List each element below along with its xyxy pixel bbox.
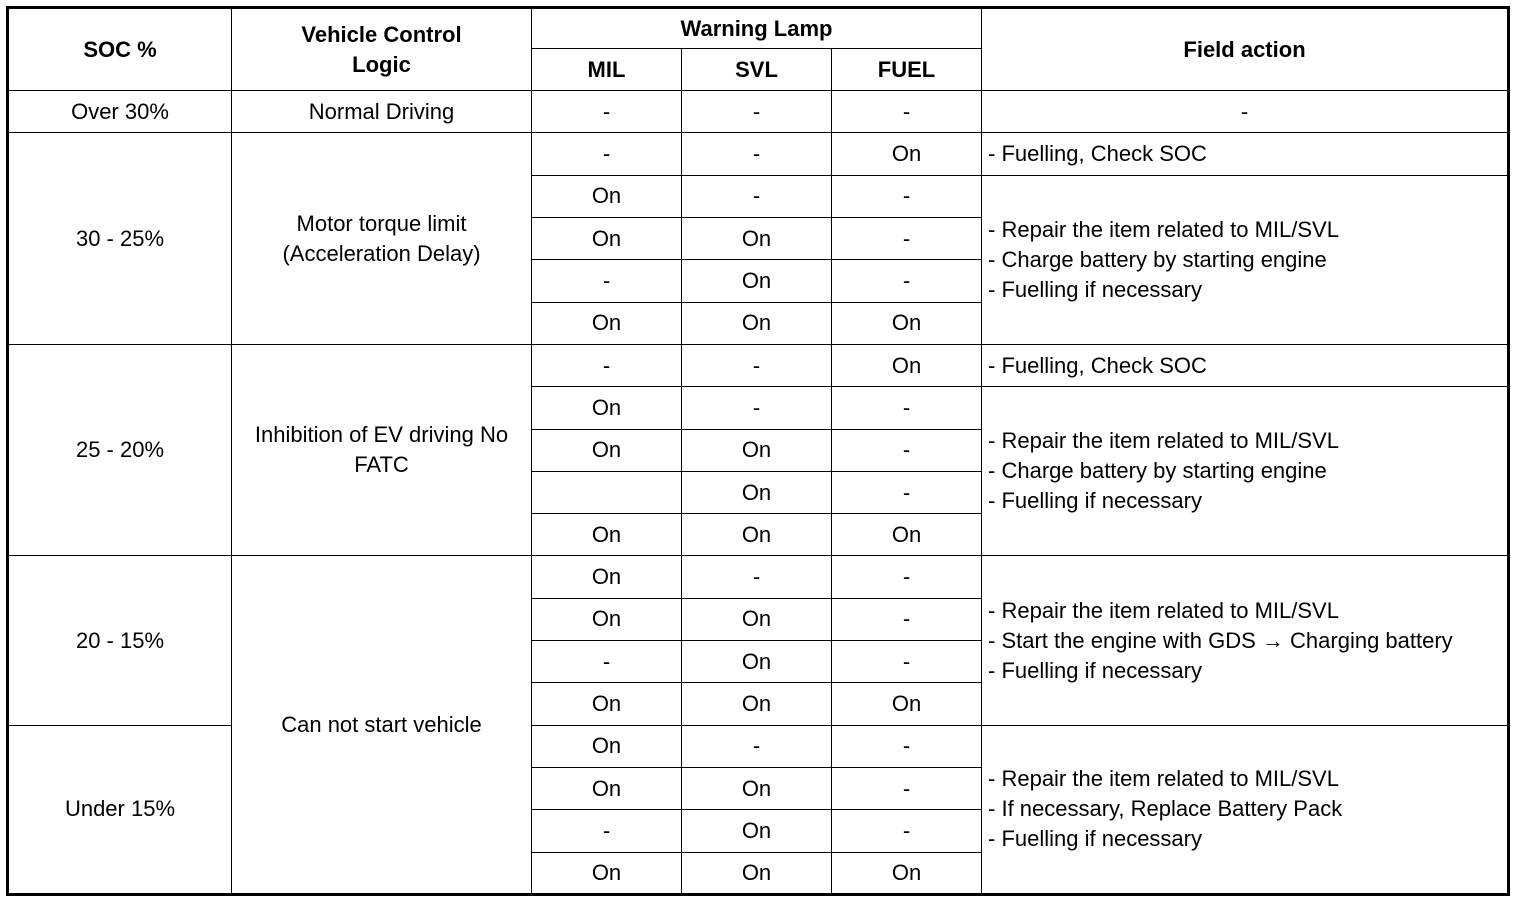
fuel-cell: - xyxy=(832,598,982,640)
svl-cell: On xyxy=(682,302,832,344)
action-cell: - Fuelling, Check SOC xyxy=(982,344,1509,386)
soc-cell: 20 - 15% xyxy=(8,556,232,725)
svl-cell: - xyxy=(682,556,832,598)
mil-cell: - xyxy=(532,344,682,386)
mil-cell: - xyxy=(532,91,682,133)
svl-cell: On xyxy=(682,514,832,556)
svl-cell: - xyxy=(682,91,832,133)
action-line: - If necessary, Replace Battery Pack xyxy=(988,796,1343,822)
action-line: - Start the engine with GDS → Charging battery xyxy=(988,627,1453,653)
table-row xyxy=(8,556,1509,598)
fuel-cell: On xyxy=(832,302,982,344)
mil-cell: On xyxy=(532,725,682,767)
action-cell xyxy=(982,556,1509,725)
svl-cell: On xyxy=(682,598,832,640)
svl-cell: - xyxy=(682,725,832,767)
fuel-cell: - xyxy=(832,810,982,852)
mil-cell: On xyxy=(532,429,682,471)
svl-cell: On xyxy=(682,810,832,852)
header-warning-lamp: Warning Lamp xyxy=(532,8,982,49)
action-line: - Fuelling if necessary xyxy=(988,826,1202,852)
mil-cell: - xyxy=(532,260,682,302)
mil-cell: - xyxy=(532,641,682,683)
mil-cell: On xyxy=(532,387,682,429)
header-vehicle-control-logic: Vehicle Control Logic xyxy=(232,8,532,91)
action-line: - Fuelling if necessary xyxy=(988,657,1202,683)
soc-cell: 30 - 25% xyxy=(8,133,232,345)
header-fuel: FUEL xyxy=(832,49,982,91)
mil-cell: On xyxy=(532,852,682,894)
svl-cell: On xyxy=(682,768,832,810)
mil-cell: On xyxy=(532,556,682,598)
mil-cell: On xyxy=(532,302,682,344)
fuel-cell: - xyxy=(832,471,982,513)
soc-cell: Under 15% xyxy=(8,725,232,894)
fuel-cell: - xyxy=(832,387,982,429)
fuel-cell: On xyxy=(832,344,982,386)
action-line: - Repair the item related to MIL/SVL xyxy=(988,597,1339,623)
fuel-cell: - xyxy=(832,91,982,133)
action-line: - Fuelling if necessary xyxy=(988,276,1202,302)
fuel-cell: - xyxy=(832,641,982,683)
fuel-cell: - xyxy=(832,429,982,471)
svl-cell: On xyxy=(682,217,832,259)
mil-cell: On xyxy=(532,683,682,725)
action-line: - Repair the item related to MIL/SVL xyxy=(988,216,1339,242)
logic-cell: Normal Driving xyxy=(232,91,532,133)
action-cell xyxy=(982,387,1509,556)
svl-cell: - xyxy=(682,133,832,175)
svl-cell: On xyxy=(682,641,832,683)
fuel-cell: - xyxy=(832,556,982,598)
mil-cell: On xyxy=(532,514,682,556)
mil-cell: On xyxy=(532,768,682,810)
action-line: - Fuelling if necessary xyxy=(988,488,1202,514)
svl-cell: On xyxy=(682,260,832,302)
action-line: - Charge battery by starting engine xyxy=(988,246,1327,272)
action-line: - Charge battery by starting engine xyxy=(988,458,1327,484)
svl-cell: - xyxy=(682,387,832,429)
svl-cell: On xyxy=(682,683,832,725)
action-line: - Repair the item related to MIL/SVL xyxy=(988,428,1339,454)
fuel-cell: - xyxy=(832,768,982,810)
action-cell: - Fuelling, Check SOC xyxy=(982,133,1509,175)
mil-cell xyxy=(532,471,682,513)
logic-cell: Motor torque limit (Acceleration Delay) xyxy=(232,133,532,345)
mil-cell: On xyxy=(532,598,682,640)
svl-cell: On xyxy=(682,471,832,513)
logic-cell: Inhibition of EV driving No FATC xyxy=(232,344,532,556)
fuel-cell: On xyxy=(832,514,982,556)
fuel-cell: On xyxy=(832,852,982,894)
fuel-cell: - xyxy=(832,725,982,767)
table-row xyxy=(8,133,1509,175)
header-svl: SVL xyxy=(682,49,832,91)
action-cell xyxy=(982,175,1509,344)
soc-cell: Over 30% xyxy=(8,91,232,133)
table-row xyxy=(8,91,1509,133)
header-field-action: Field action xyxy=(982,8,1509,91)
action-cell: - xyxy=(982,91,1509,133)
svl-cell: - xyxy=(682,175,832,217)
fuel-cell: - xyxy=(832,260,982,302)
action-cell xyxy=(982,725,1509,894)
mil-cell: On xyxy=(532,217,682,259)
svl-cell: On xyxy=(682,429,832,471)
mil-cell: On xyxy=(532,175,682,217)
logic-cell: Can not start vehicle xyxy=(232,556,532,895)
header-mil: MIL xyxy=(532,49,682,91)
table-row xyxy=(8,344,1509,386)
soc-table xyxy=(6,6,1510,896)
action-line: - Repair the item related to MIL/SVL xyxy=(988,766,1339,792)
svl-cell: On xyxy=(682,852,832,894)
fuel-cell: On xyxy=(832,133,982,175)
fuel-cell: - xyxy=(832,175,982,217)
header-soc: SOC % xyxy=(8,8,232,91)
mil-cell: - xyxy=(532,810,682,852)
svl-cell: - xyxy=(682,344,832,386)
soc-cell: 25 - 20% xyxy=(8,344,232,556)
fuel-cell: - xyxy=(832,217,982,259)
fuel-cell: On xyxy=(832,683,982,725)
mil-cell: - xyxy=(532,133,682,175)
